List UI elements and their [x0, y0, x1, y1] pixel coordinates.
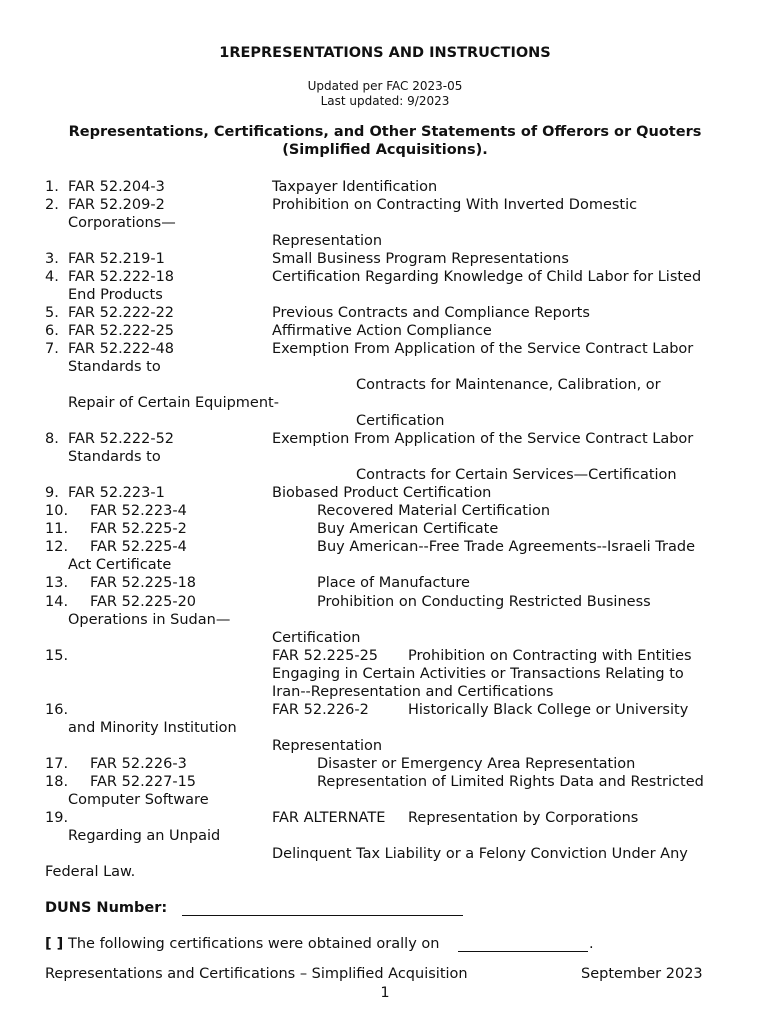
item-wrap: Contracts for Certain Services—Certification	[356, 467, 677, 483]
item-far: FAR 52.225-4	[90, 539, 187, 555]
item-desc: Place of Manufacture	[317, 575, 470, 591]
item-desc: Previous Contracts and Compliance Reports	[272, 305, 590, 321]
item-far: FAR 52.225-18	[90, 575, 197, 591]
item-desc: Taxpayer Identification	[272, 179, 438, 195]
cert-period: .	[589, 936, 594, 952]
item-wrap: Representation	[272, 233, 383, 249]
item-wrap: Operations in Sudan—	[68, 612, 231, 628]
item-number: 7.	[45, 341, 59, 357]
item-wrap: Regarding an Unpaid	[68, 828, 221, 844]
item-wrap: Contracts for Maintenance, Calibration, or	[356, 377, 661, 393]
item-far: FAR 52.225-20	[90, 594, 197, 610]
item-desc: Buy American Certificate	[317, 521, 499, 537]
item-wrap: Standards to	[68, 359, 161, 375]
item-desc: Historically Black College or University	[408, 702, 689, 718]
item-number: 3.	[45, 251, 59, 267]
item-far: FAR 52.204-3	[68, 179, 165, 195]
item-wrap: Certification	[356, 413, 445, 429]
item-wrap: and Minority Institution	[68, 720, 237, 736]
updated-fac: Updated per FAC 2023-05	[307, 79, 463, 93]
item-number: 19.	[45, 810, 69, 826]
item-far: FAR 52.226-3	[90, 756, 187, 772]
item-far: FAR 52.222-18	[68, 269, 175, 285]
item-wrap: End Products	[68, 287, 163, 303]
item-desc: Buy American--Free Trade Agreements--Israeli Trade	[317, 539, 695, 555]
item-number: 9.	[45, 485, 59, 501]
item-desc: Small Business Program Representations	[272, 251, 569, 267]
item-desc: Prohibition on Contracting With Inverted Domestic	[272, 197, 638, 213]
item-number: 13.	[45, 575, 69, 591]
item-far: FAR 52.227-15	[90, 774, 197, 790]
footer-title: Representations and Certifications – Simplified Acquisition	[45, 966, 468, 982]
item-number: 4.	[45, 269, 59, 285]
item-number: 6.	[45, 323, 59, 339]
item-far: FAR 52.222-22	[68, 305, 175, 321]
item-wrap: Iran--Representation and Certifications	[272, 684, 554, 700]
item-wrap: Certification	[272, 630, 361, 646]
item-wrap: Representation	[272, 738, 383, 754]
item-far: FAR 52.223-4	[90, 503, 187, 519]
item-desc: Prohibition on Contracting with Entities	[408, 648, 692, 664]
item-number: 14.	[45, 594, 69, 610]
item-far: FAR 52.222-25	[68, 323, 175, 339]
item-number: 16.	[45, 702, 69, 718]
orally-date-line[interactable]	[458, 951, 588, 952]
item-number: 8.	[45, 431, 59, 447]
item-number: 10.	[45, 503, 69, 519]
item-desc: Certification Regarding Knowledge of Child Labor for Listed	[272, 269, 702, 285]
item-desc: Exemption From Application of the Service Contract Labor	[272, 431, 694, 447]
item-far: FAR 52.226-2	[272, 702, 369, 718]
section-subtitle: Representations, Certifications, and Other Statements of Offerors or Quoters (Simplified Acquisitions).	[68, 124, 702, 158]
item-wrap: Delinquent Tax Liability or a Felony Conviction Under Any	[272, 846, 688, 862]
item-far: FAR ALTERNATE	[272, 810, 386, 826]
item-desc: Disaster or Emergency Area Representation	[317, 756, 636, 772]
item-far: FAR 52.219-1	[68, 251, 165, 267]
footer-date: September 2023	[581, 966, 703, 982]
item-number: 12.	[45, 539, 69, 555]
item-number: 18.	[45, 774, 69, 790]
item-far: FAR 52.222-48	[68, 341, 175, 357]
document-title: 1REPRESENTATIONS AND INSTRUCTIONS	[219, 45, 551, 61]
item-far: FAR 52.223-1	[68, 485, 165, 501]
cert-text: The following certifications were obtained orally on	[68, 936, 440, 952]
item-wrap: Standards to	[68, 449, 161, 465]
item-number: 15.	[45, 648, 69, 664]
item-number: 2.	[45, 197, 59, 213]
item-far: FAR 52.209-2	[68, 197, 165, 213]
item-wrap: Engaging in Certain Activities or Transactions Relating to	[272, 666, 684, 682]
duns-input-line[interactable]	[182, 915, 463, 916]
item-far: FAR 52.225-2	[90, 521, 187, 537]
item-desc: Representation of Limited Rights Data and Restricted	[317, 774, 704, 790]
item-desc: Recovered Material Certification	[317, 503, 551, 519]
item-number: 11.	[45, 521, 69, 537]
item-wrap: Repair of Certain Equipment-	[68, 395, 279, 411]
item-number: 5.	[45, 305, 59, 321]
item-desc: Representation by Corporations	[408, 810, 639, 826]
item-wrap: Corporations—	[68, 215, 176, 231]
item-wrap: Federal Law.	[45, 864, 136, 880]
item-number: 17.	[45, 756, 69, 772]
cert-checkbox[interactable]: [ ]	[45, 936, 64, 952]
item-far: FAR 52.222-52	[68, 431, 175, 447]
last-updated: Last updated: 9/2023	[320, 94, 450, 108]
item-desc: Exemption From Application of the Service Contract Labor	[272, 341, 694, 357]
item-far: FAR 52.225-25	[272, 648, 379, 664]
item-number: 1.	[45, 179, 59, 195]
item-desc: Prohibition on Conducting Restricted Business	[317, 594, 651, 610]
item-wrap: Act Certificate	[68, 557, 172, 573]
duns-label: DUNS Number:	[45, 900, 168, 916]
item-wrap: Computer Software	[68, 792, 209, 808]
item-desc: Biobased Product Certification	[272, 485, 492, 501]
item-desc: Affirmative Action Compliance	[272, 323, 492, 339]
page-number: 1	[380, 985, 390, 1001]
